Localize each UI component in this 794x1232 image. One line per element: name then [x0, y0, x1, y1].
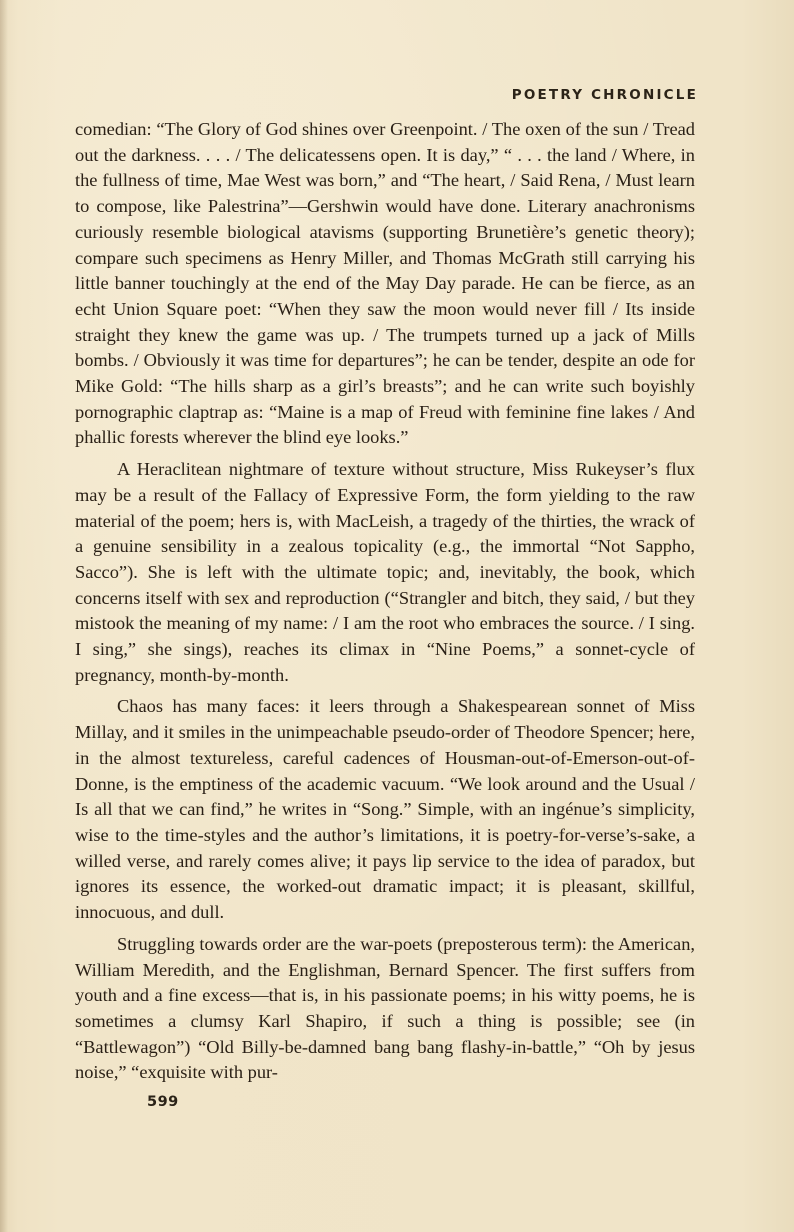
paragraph-3: Chaos has many faces: it leers through a Shakespearean sonnet of Miss Millay, and it smiles in the unimpeachable pseudo-order of Theodore Spencer; here, in the almost textureless, careful cadences of Housman-out-of-Emerson-out-of-Donne, is the emptiness of the academic vacuum. “We look around and the Usual / Is all that we can find,” he writes in “Song.” Simple, with an ingénue’s simplicity, wise to the time-styles and the author’s limitations, it is poetry-for-verse’s-sake, a willed verse, and rarely comes alive; it pays lip service to the idea of paradox, but ignores its essence, the worked-out dramatic impact; it is pleasant, skillful, innocuous, and dull.	[75, 696, 695, 923]
paragraph-1: comedian: “The Glory of God shines over Greenpoint. / The oxen of the sun / Tread out the darkness. . . . / The delicatessens open. It is day,” “ . . . the land / Where, in the fullness of time, Mae West was born,” and “The heart, / Said Rena, / Must learn to compose, like Palestrina”—Gershwin would have done. Literary anachronisms curiously resemble biological atavisms (supporting Brunetière’s genetic theory); compare such specimens as Henry Miller, and Thomas McGrath still carrying his little banner touchingly at the end of the May Day parade. He can be fierce, as an echt Union Square poet: “When they saw the moon would never fill / Its inside straight they knew the game was up. / The trumpets turned up a jack of Mills bombs. / Obviously it was time for departures”; he can be tender, despite an ode for Mike Gold: “The hills sharp as a girl’s breasts”; and he can write such boyishly pornographic claptrap as: “Maine is a map of Freud with feminine fine lakes / And phallic forests wherever the blind eye looks.”	[75, 119, 695, 448]
paragraph-4: Struggling towards order are the war-poets (preposterous term): the American, William Meredith, and the Englishman, Bernard Spencer. The first suffers from youth and a fine excess—that is, in his passionate poems; in his witty poems, he is sometimes a clumsy Karl Shapiro, if such a thing is possible; see (in “Battlewagon”) “Old Billy-be-damned bang bang flashy-in-battle,” “Oh by jesus noise,” “exquisite with pur-	[75, 933, 695, 1083]
body-text	[75, 117, 695, 1086]
page-gutter-shadow	[0, 0, 8, 1232]
paragraph-2: A Heraclitean nightmare of texture without structure, Miss Rukeyser’s flux may be a result of the Fallacy of Expressive Form, the form yielding to the raw material of the poem; hers is, with MacLeish, a tragedy of the thirties, the wrack of a genuine sensibility in a zealous topicality (e.g., the immortal “Not Sappho, Sacco”). She is left with the ultimate topic; and, inevitably, the book, which concerns itself with sex and reproduction (“Strangler and bitch, they said, / but they mistook the meaning of my name: / I am the root who embraces the source. / I sing. I sing,” she sings), reaches its climax in “Nine Poems,” a sonnet-cycle of pregnancy, month-by-month.	[75, 459, 695, 685]
page-number: 599	[147, 1094, 179, 1110]
running-head: POETRY CHRONICLE	[511, 87, 698, 103]
